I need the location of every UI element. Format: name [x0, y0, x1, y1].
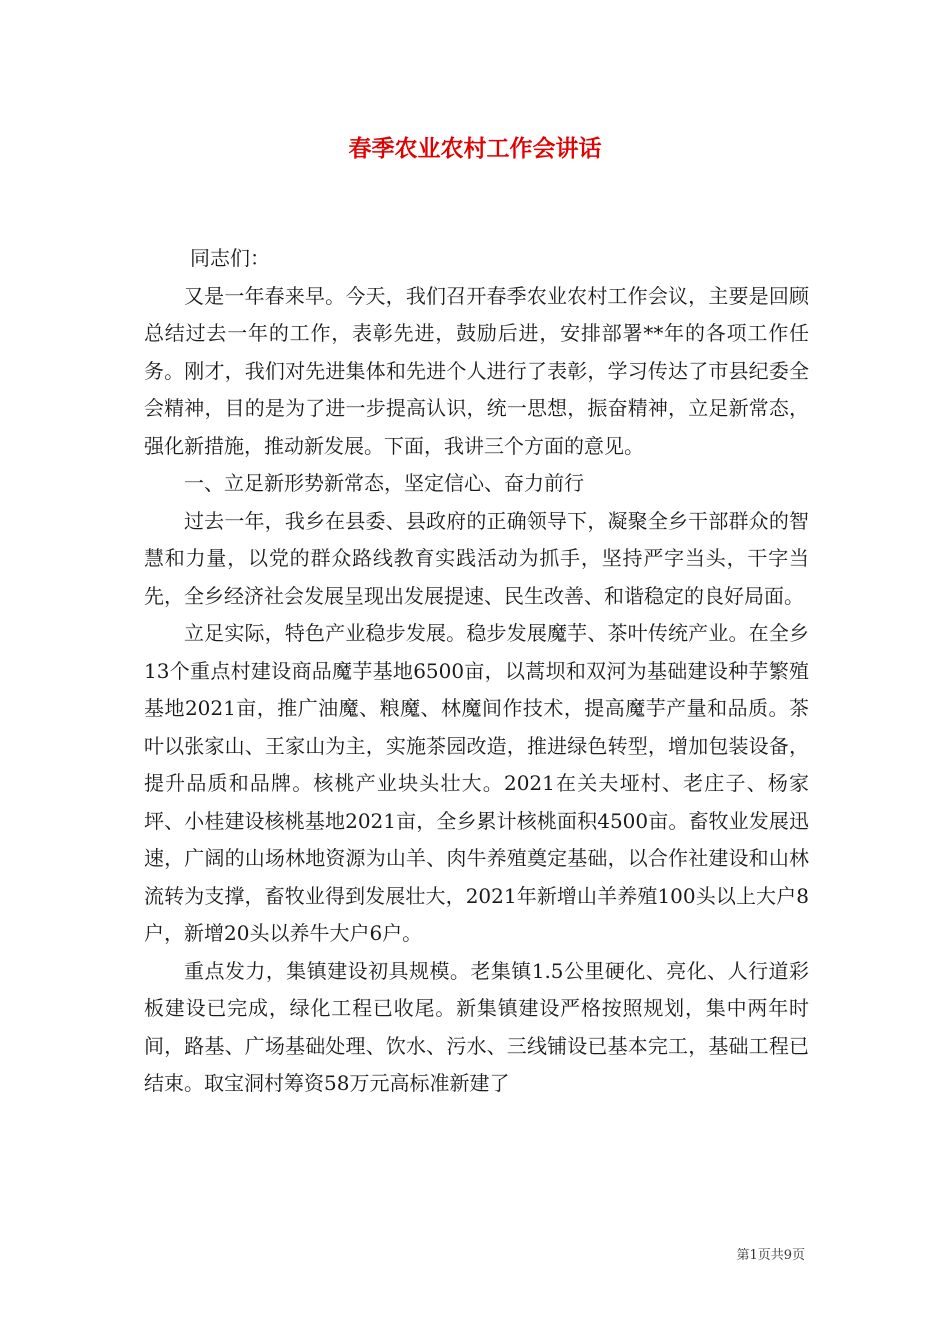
section-heading-1: 一、立足新形势新常态，坚定信心、奋力前行 [184, 471, 584, 495]
page-number: 第1页共9页 [736, 1248, 805, 1263]
document-title: 春季农业农村工作会讲话 [348, 135, 602, 162]
salutation: 同志们： [190, 246, 270, 270]
paragraph-review: 过去一年，我乡在县委、县政府的正确领导下，凝聚全乡干部群众的智慧和力量，以党的群众路线教育实践活动为抓手，坚持严字当头，干字当先，全乡经济社会发展呈现出发展提速、民生改善、和谐稳定的良好局面。 [144, 508, 809, 608]
paragraph-industry: 立足实际，特色产业稳步发展。稳步发展魔芋、茶叶传统产业。在全乡13个重点村建设商品魔芋基地6500亩，以蒿坝和双河为基础建设种芋繁殖基地2021亩，推广油魔、粮魔、林魔间作技术，提高魔芋产量和品质。茶叶以张家山、王家山为主，实施茶园改造，推进绿色转型，增加包装设备，提升品质和品牌。核桃产业块头壮大。2021在关夫垭村、老庄子、杨家坪、小桂建设核桃基地2021亩，全乡累计核桃面积4500亩。畜牧业发展迅速，广阔的山场林地资源为山羊、肉牛养殖奠定基础，以合作社建设和山林流转为支撑，畜牧业得到发展壮大，2021年新增山羊养殖100头以上大户8户，新增20头以养牛大户6户。 [144, 621, 809, 945]
document-body [144, 240, 809, 1103]
paragraph-town-construction: 重点发力，集镇建设初具规模。老集镇1.5公里硬化、亮化、人行道彩板建设已完成，绿化工程已收尾。新集镇建设严格按照规划，集中两年时间，路基、广场基础处理、饮水、污水、三线铺设已基本完工，基础工程已结束。取宝洞村筹资58万元高标准新建了 [144, 958, 809, 1095]
paragraph-intro: 又是一年春来早。今天，我们召开春季农业农村工作会议，主要是回顾总结过去一年的工作，表彰先进，鼓励后进，安排部署**年的各项工作任务。刚才，我们对先进集体和先进个人进行了表彰，学习传达了市县纪委全会精神，目的是为了进一步提高认识，统一思想，振奋精神，立足新常态，强化新措施，推动新发展。下面，我讲三个方面的意见。 [144, 283, 809, 458]
